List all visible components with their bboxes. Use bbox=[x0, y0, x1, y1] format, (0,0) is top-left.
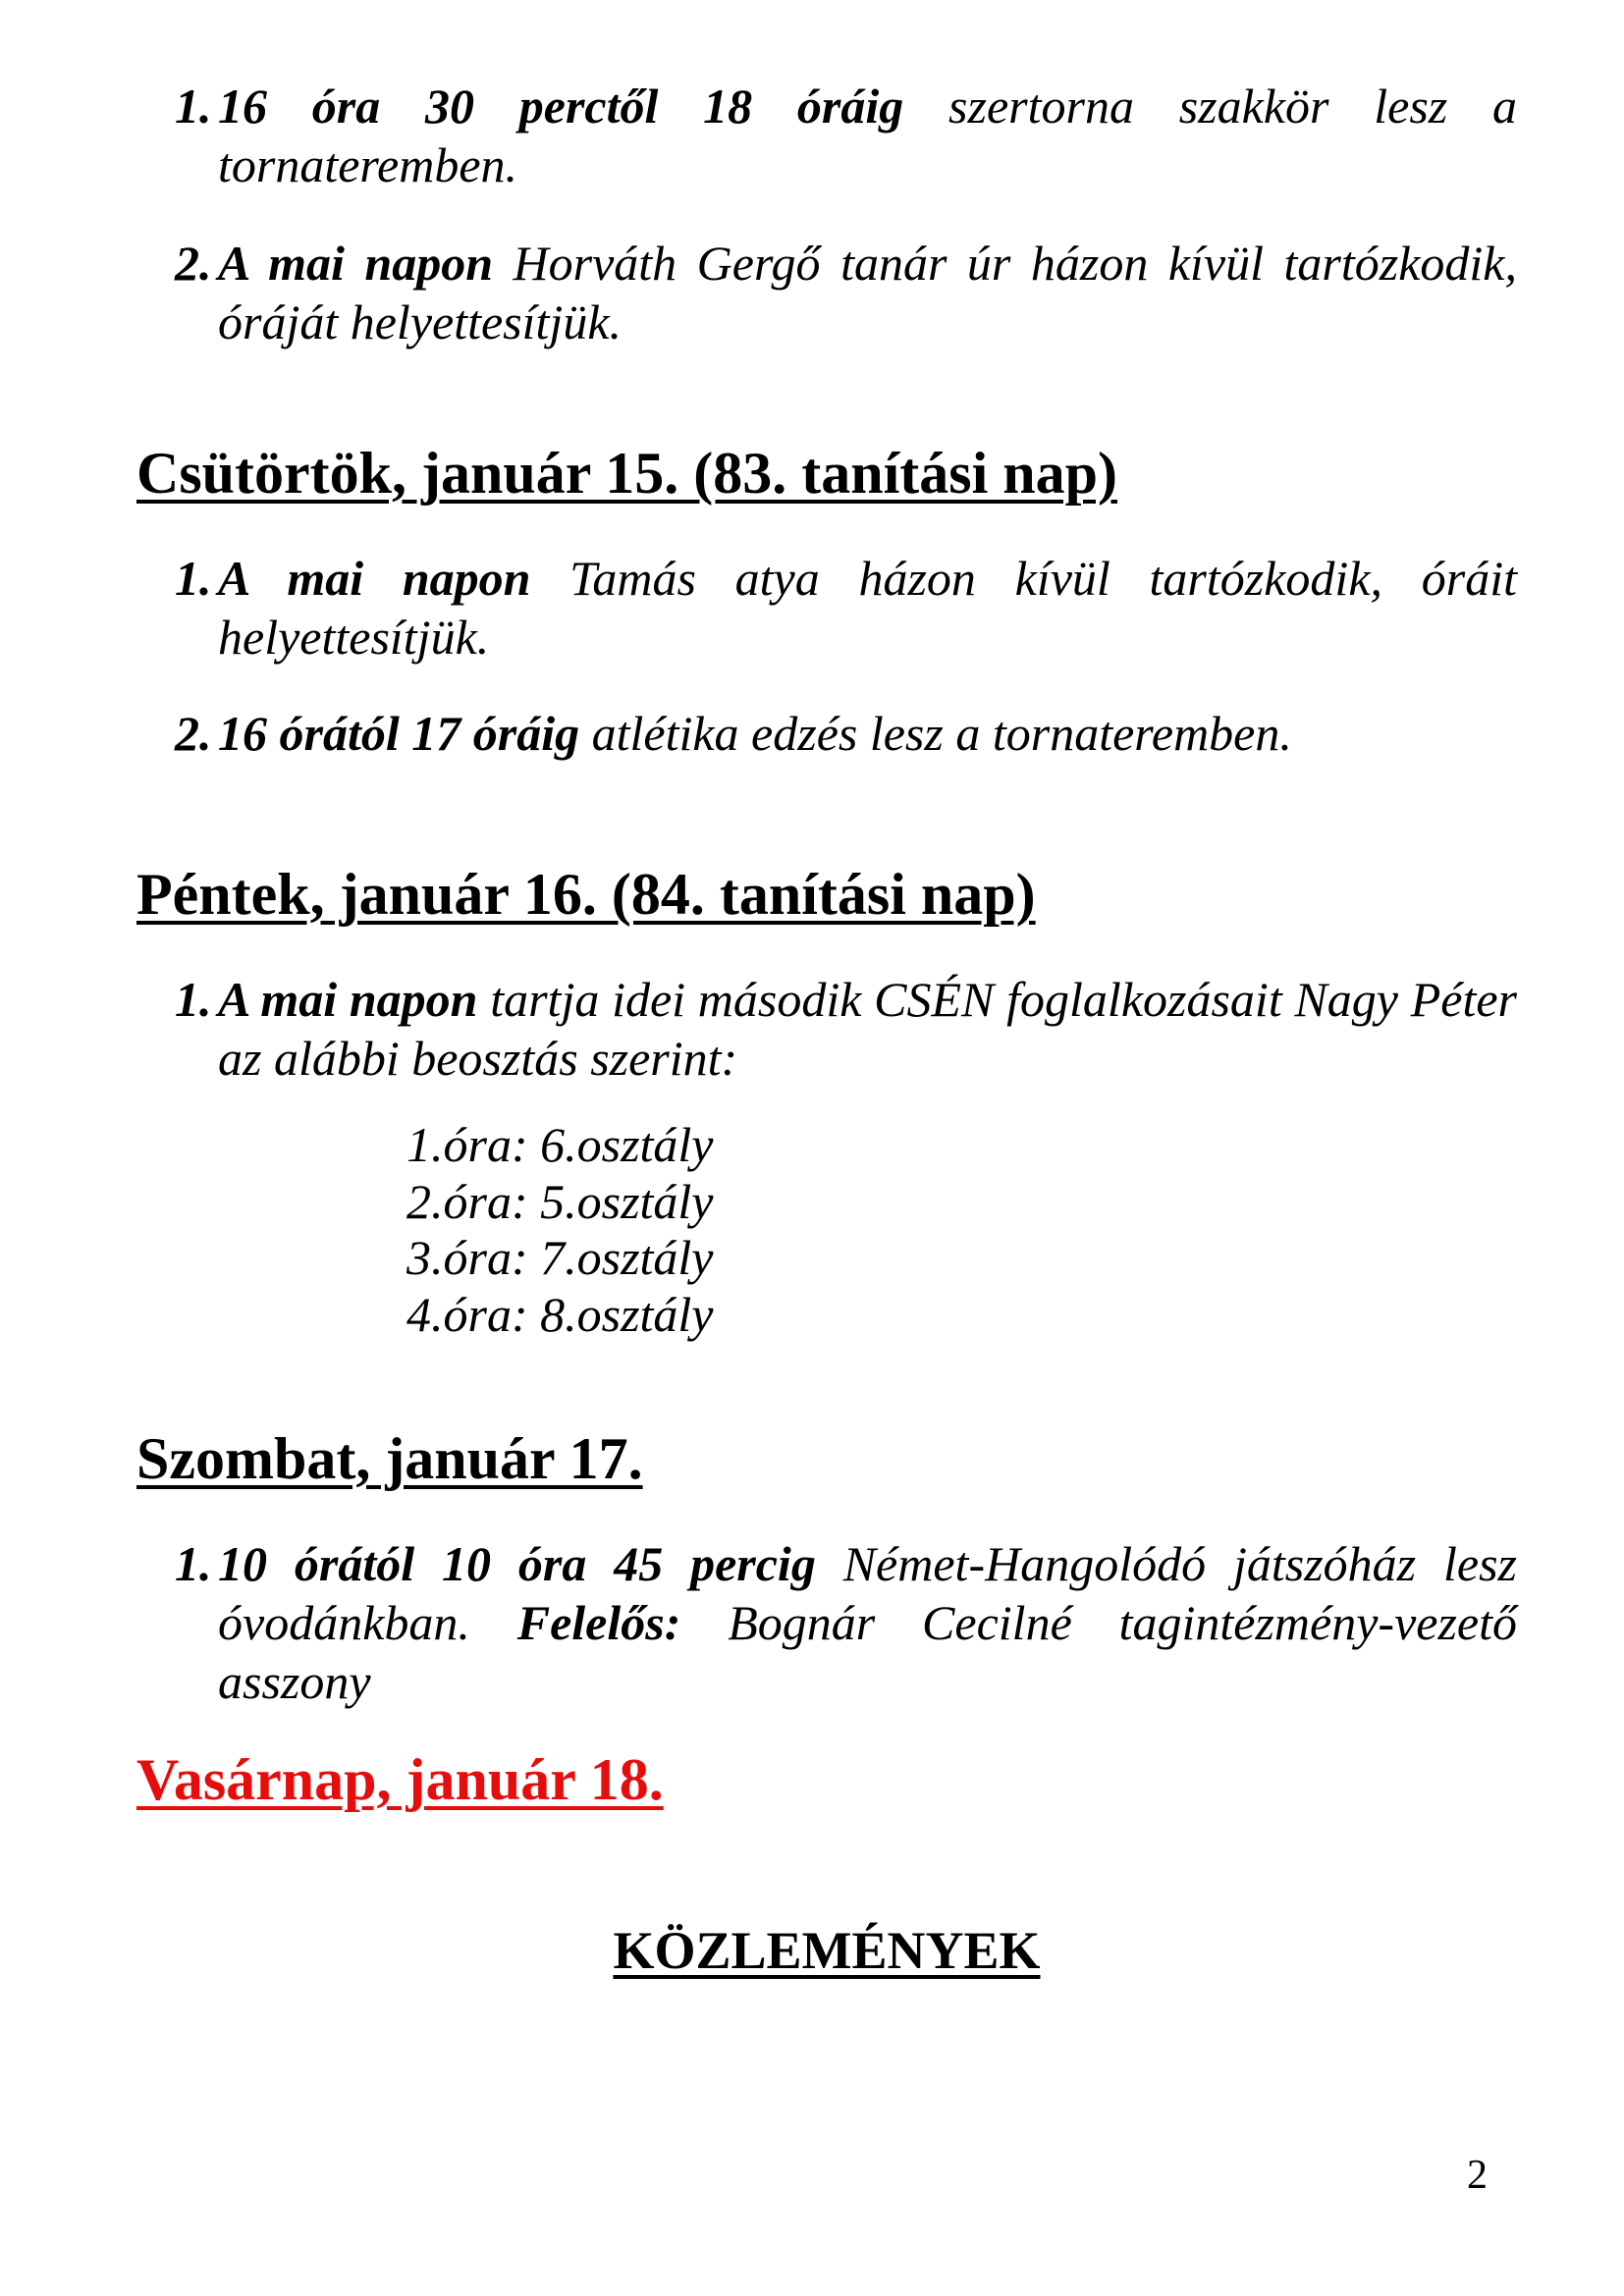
thursday-list bbox=[136, 549, 1517, 763]
friday-list bbox=[136, 970, 1517, 1343]
saturday-item-1 bbox=[175, 1534, 1517, 1711]
item-rest-text: Bognár Cecilné tagintézmény-vezető asszony bbox=[218, 1595, 1517, 1709]
day-heading-thursday: Csütörtök, január 15. (83. tanítási nap) bbox=[136, 441, 1117, 506]
list-number: 1. bbox=[175, 1536, 212, 1591]
day-heading-friday: Péntek, január 16. (84. tanítási nap) bbox=[136, 862, 1036, 927]
day-heading-saturday: Szombat, január 17. bbox=[136, 1426, 643, 1491]
page-number: 2 bbox=[1467, 2153, 1488, 2198]
list-item-text bbox=[218, 970, 1517, 1343]
intro-item-1 bbox=[175, 77, 1517, 194]
list-item-text bbox=[218, 704, 1517, 763]
thursday-item-2 bbox=[175, 704, 1517, 763]
announcements-heading: KÖZLEMÉNYEK bbox=[613, 1921, 1041, 1980]
bold-lead-text: 10 órától 10 óra 45 percig bbox=[218, 1536, 816, 1591]
list-number: 2. bbox=[175, 236, 212, 291]
item-rest-text: szertorna szakkör lesz a tornateremben. bbox=[218, 79, 1517, 192]
bold-lead-text: 16 óra 30 perctől 18 óráig bbox=[218, 79, 904, 133]
item-rest-text: Horváth Gergő tanár úr házon kívül tartózkodik, óráját helyettesítjük. bbox=[218, 236, 1517, 349]
bold-lead-text: A mai napon bbox=[218, 236, 493, 291]
item-rest-text: atlétika edzés lesz a tornateremben. bbox=[579, 706, 1292, 761]
saturday-list bbox=[136, 1534, 1517, 1711]
item-rest-text: Tamás atya házon kívül tartózkodik, óráit helyettesítjük. bbox=[218, 551, 1517, 665]
bold-responsible-label: Felelős: bbox=[516, 1595, 681, 1650]
schedule-line-1: 1.óra: 6.osztály bbox=[406, 1117, 714, 1172]
bold-lead-text: A mai napon bbox=[218, 972, 478, 1027]
bold-lead-text: 16 órától 17 óráig bbox=[218, 706, 580, 761]
list-number: 2. bbox=[175, 706, 212, 761]
bold-lead-text: A mai napon bbox=[218, 551, 531, 606]
item-rest-text: Német-Hangolódó játszóház lesz óvodánkban. bbox=[218, 1536, 1518, 1650]
schedule-line-4: 4.óra: 8.osztály bbox=[406, 1286, 714, 1342]
list-item-text bbox=[218, 549, 1517, 667]
list-number: 1. bbox=[175, 79, 212, 133]
list-number: 1. bbox=[175, 972, 212, 1027]
list-item-text bbox=[218, 77, 1517, 194]
intro-item-2 bbox=[175, 234, 1517, 351]
schedule-line-3: 3.óra: 7.osztály bbox=[406, 1230, 714, 1285]
schedule-line-2: 2.óra: 5.osztály bbox=[406, 1173, 714, 1229]
thursday-item-1 bbox=[175, 549, 1517, 667]
intro-list bbox=[136, 77, 1517, 351]
day-heading-sunday: Vasárnap, január 18. bbox=[136, 1747, 664, 1812]
list-item-text bbox=[218, 234, 1517, 351]
lesson-schedule bbox=[406, 1117, 1517, 1343]
item-rest-text: tartja idei második CSÉN foglalkozásait Nagy Péter az alábbi beosztás szerint: bbox=[218, 972, 1517, 1086]
list-number: 1. bbox=[175, 551, 212, 606]
list-item-text bbox=[218, 1534, 1517, 1711]
friday-item-1 bbox=[175, 970, 1517, 1343]
